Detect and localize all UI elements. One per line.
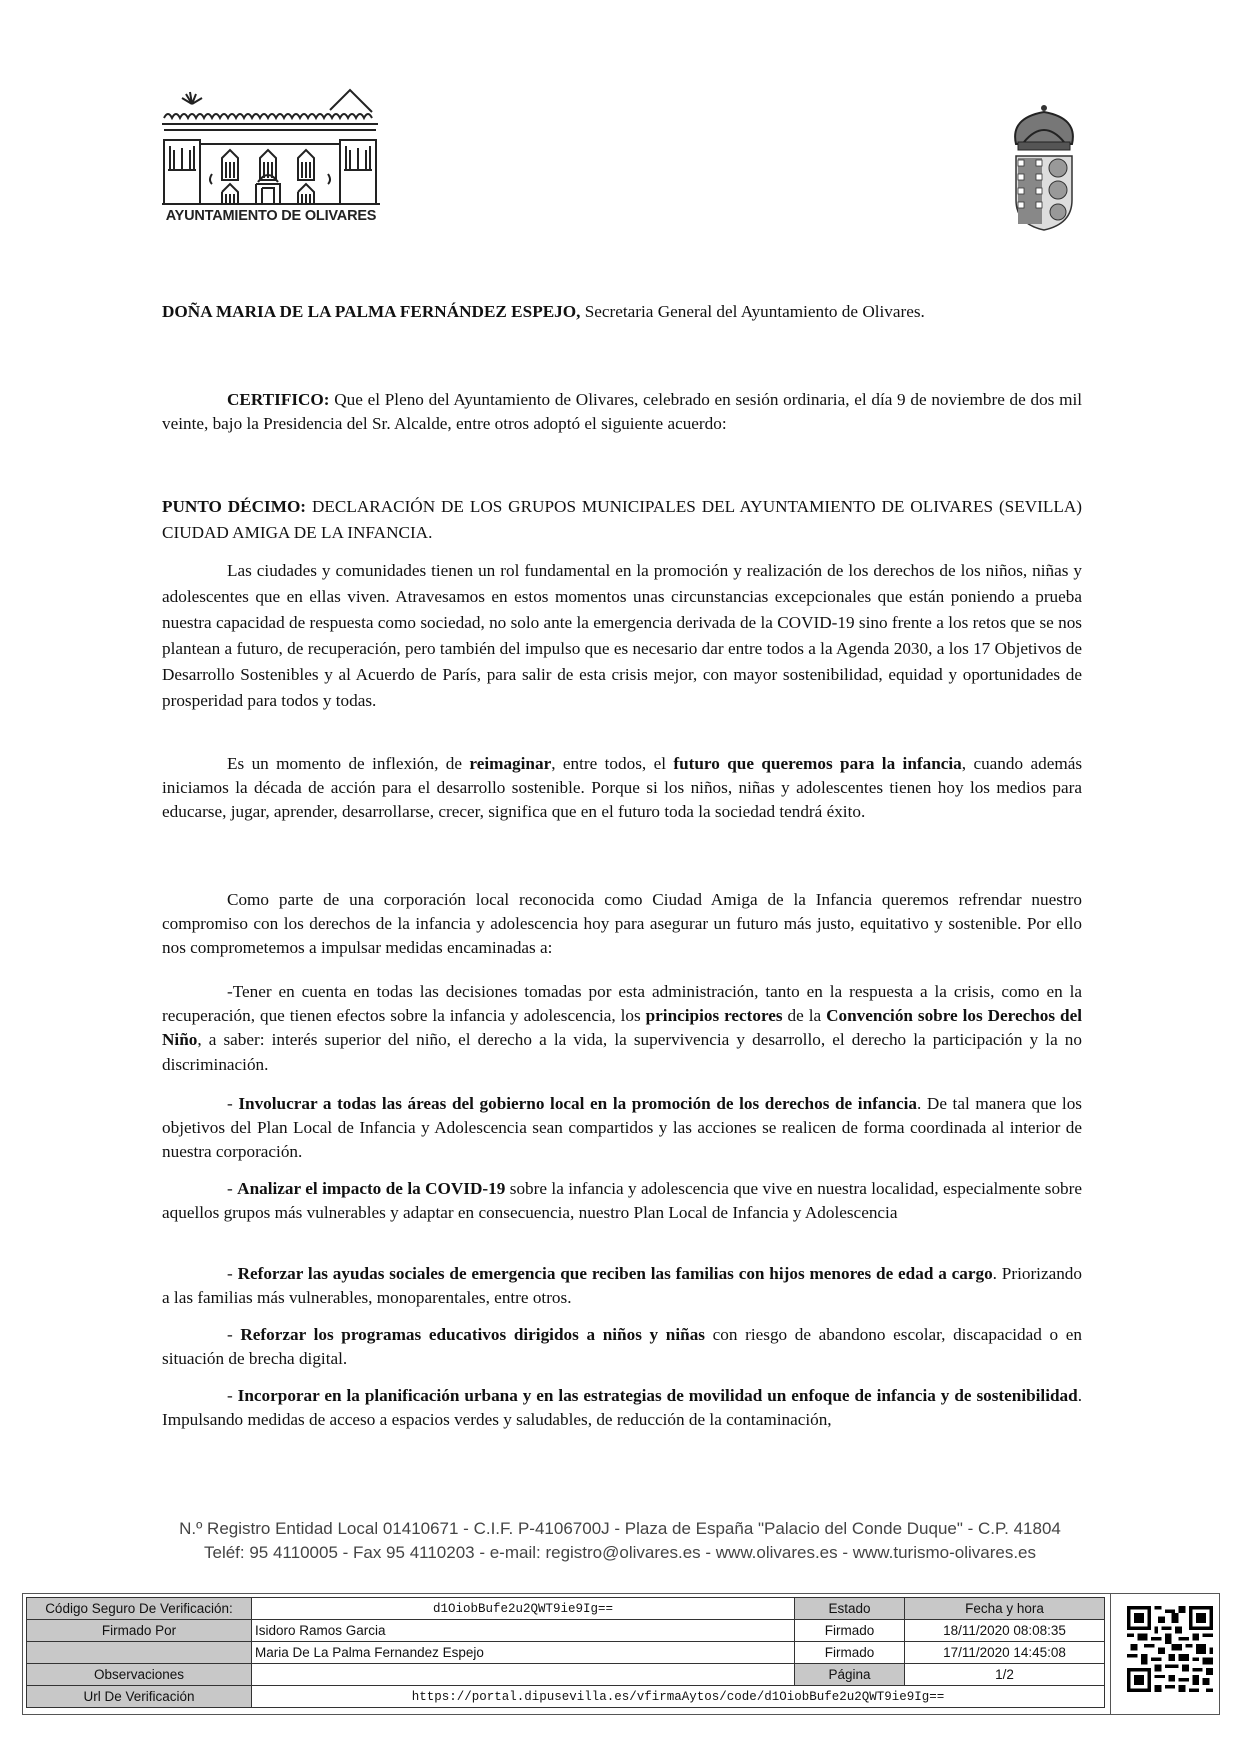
csv-value: d1OiobBufe2u2QWT9ie9Ig== <box>252 1598 795 1620</box>
measure-involucrar <box>162 1092 1082 1165</box>
paragraph-text: Las ciudades y comunidades tienen un rol fundamental en la promoción y realización de los derechos de los niños, niñas y adolescentes que en ellas viven. Atravesamos en estos momentos unas circunstancias excepcionales que están poniendo a prueba nuestra capacidad de respuesta como sociedad, no solo ante la emergencia derivada de la COVID-19 sino frente a los retos que se nos plantean a futuro, de recuperación, pero también del impulso que es necesario dar entre todos a la Agenda 2030, a los 17 Objetivos de Desarrollo Sostenibles y al Acuerdo de París, para salir de esta crisis mejor, con mayor sostenibilidad, equidad y oportunidades de prosperidad para todos y todas. <box>162 561 1082 710</box>
table-row <box>27 1686 1105 1708</box>
certifier-name: DOÑA MARIA DE LA PALMA FERNÁNDEZ ESPEJO, <box>162 302 581 321</box>
footer-registry-line: N.º Registro Entidad Local 01410671 - C.I.F. P-4106700J - Plaza de España "Palacio del Conde Duque" - C.P. 41804 <box>179 1519 1061 1538</box>
observaciones-label: Observaciones <box>27 1664 252 1686</box>
text: sobre la infancia y adolescencia que vive en nuestra localidad, especialmente sobre aquellos grupos más vulnerables y adaptar en consecuencia, nuestro Plan Local de Infancia y Adolescencia <box>162 1179 1082 1223</box>
text: -Tener en cuenta en todas las decisiones tomadas por esta administración, tanto en la respuesta a la crisis, como en la recuperación, que tienen efectos sobre la infancia y adolescencia, los <box>162 982 1082 1026</box>
qr-code-container <box>1110 1594 1222 1714</box>
certifier-line <box>162 300 1082 324</box>
qr-code-icon <box>1127 1606 1213 1692</box>
fecha-header: Fecha y hora <box>905 1598 1105 1620</box>
signature-verification-box <box>22 1593 1220 1715</box>
text: - <box>227 1264 238 1283</box>
certifico-label: CERTIFICO: <box>227 390 330 409</box>
signer-fecha: 17/11/2020 14:45:08 <box>905 1642 1105 1664</box>
bold-text: principios rectores <box>645 1006 783 1026</box>
text: - <box>227 1386 238 1405</box>
bold-text: Involucrar a todas las áreas del gobierno local en la promoción de los derechos de infancia <box>238 1094 917 1113</box>
paragraph-las-ciudades <box>162 558 1082 714</box>
logo-caption: AYUNTAMIENTO DE OLIVARES <box>165 208 377 224</box>
paragraph-es-un-momento <box>162 752 1082 825</box>
empty-label-cell <box>27 1642 252 1664</box>
measure-reforzar-programas <box>162 1323 1082 1371</box>
signer-estado: Firmado <box>795 1642 905 1664</box>
paragraph-como-parte <box>162 888 1082 961</box>
bold-text: Analizar el impacto de la COVID-19 <box>237 1179 506 1198</box>
text: con riesgo de abandono escolar, discapacidad o en situación de brecha digital. <box>162 1325 1082 1369</box>
text: . Priorizando a las familias más vulnerables, monoparentales, entre otros. <box>162 1264 1082 1308</box>
town-hall-building-icon <box>160 84 382 206</box>
csv-label: Código Seguro De Verificación: <box>27 1598 252 1620</box>
bold-text: futuro que queremos para la infancia <box>673 754 962 773</box>
ayuntamiento-logo <box>160 84 382 232</box>
table-row <box>27 1642 1105 1664</box>
pagina-label: Página <box>795 1664 905 1686</box>
table-row <box>27 1664 1105 1686</box>
text: - <box>227 1179 238 1198</box>
text: , entre todos, el <box>551 754 674 773</box>
pagina-value: 1/2 <box>905 1664 1105 1686</box>
punto-text: DECLARACIÓN DE LOS GRUPOS MUNICIPALES DEL AYUNTAMIENTO DE OLIVARES (SEVILLA) CIUDAD AMIGA DE LA INFANCIA. <box>162 497 1083 542</box>
measure-incorporar <box>162 1384 1082 1432</box>
verification-url[interactable]: https://portal.dipusevilla.es/vfirmaAytos/code/d1OiobBufe2u2QWT9ie9Ig== <box>252 1686 1105 1708</box>
observaciones-value <box>252 1664 795 1686</box>
certifico-text: Que el Pleno del Ayuntamiento de Olivares, celebrado en sesión ordinaria, el día 9 de noviembre de dos mil veinte, bajo la Presidencia del Sr. Alcalde, entre otros adoptó el siguiente acuerdo: <box>162 390 1082 434</box>
coat-of-arms-crest-icon <box>1004 104 1084 232</box>
estado-header: Estado <box>795 1598 905 1620</box>
certifico-paragraph <box>162 388 1082 436</box>
table-row <box>27 1598 1105 1620</box>
punto-label: PUNTO DÉCIMO: <box>162 497 307 516</box>
text: - <box>227 1094 239 1113</box>
signer-fecha: 18/11/2020 08:08:35 <box>905 1620 1105 1642</box>
coat-of-arms <box>1004 104 1084 232</box>
table-row <box>27 1620 1105 1642</box>
bold-text: reimaginar <box>469 754 552 773</box>
text: , cuando además iniciamos la década de acción para el desarrollo sostenible. Porque si los niños, niñas y adolescentes tienen hoy los medios para educarse, jugar, aprender, desarrollarse, crecer, significa que en el futuro toda la sociedad tendrá éxito. <box>162 754 1083 822</box>
text: . De tal manera que los objetivos del Plan Local de Infancia y Adolescencia sean compartidos y las acciones se realicen de forma coordinada al interior de nuestra corporación. <box>162 1094 1082 1162</box>
certifier-title: Secretaria General del Ayuntamiento de Olivares. <box>580 302 925 321</box>
bold-text: Reforzar los programas educativos dirigidos a niños y niñas <box>240 1325 705 1344</box>
text: . Impulsando medidas de acceso a espacios verdes y saludables, de reducción de la contaminación, <box>162 1386 1082 1430</box>
bold-text: Reforzar las ayudas sociales de emergencia que reciben las familias con hijos menores de edad a cargo <box>237 1264 993 1283</box>
verification-table <box>26 1597 1105 1708</box>
text: Es un momento de inflexión, de <box>227 754 470 773</box>
signer-estado: Firmado <box>795 1620 905 1642</box>
footer-contact-line: Teléf: 95 4110005 - Fax 95 4110203 - e-mail: registro@olivares.es - www.olivares.es - www.turismo-olivares.es <box>203 1543 1037 1562</box>
punto-heading <box>162 494 1082 546</box>
paragraph-text: Como parte de una corporación local reconocida como Ciudad Amiga de la Infancia queremos refrendar nuestro compromiso con los derechos de la infancia y adolescencia hoy para asegurar un futuro más justo, equitativo y sostenible. Por ello nos comprometemos a impulsar medidas encaminadas a: <box>162 890 1082 958</box>
text: de la <box>782 1006 827 1026</box>
text: , a saber: interés superior del niño, el derecho a la vida, la supervivencia y desarrollo, el derecho la participación y la no discriminación. <box>162 1030 1082 1074</box>
bold-text: Convención sobre los Derechos del Niño <box>162 1006 1082 1050</box>
measure-tener-en-cuenta <box>162 980 1082 1077</box>
firmado-por-label: Firmado Por <box>27 1620 252 1642</box>
measure-reforzar-ayudas <box>162 1262 1082 1310</box>
url-label: Url De Verificación <box>27 1686 252 1708</box>
signer-name: Maria De La Palma Fernandez Espejo <box>252 1642 795 1664</box>
bold-text: Incorporar en la planificación urbana y en las estrategias de movilidad un enfoque de infancia y de sostenibilidad <box>237 1386 1078 1405</box>
signer-name: Isidoro Ramos Garcia <box>252 1620 795 1642</box>
text: - <box>227 1325 241 1344</box>
measure-analizar <box>162 1177 1082 1225</box>
